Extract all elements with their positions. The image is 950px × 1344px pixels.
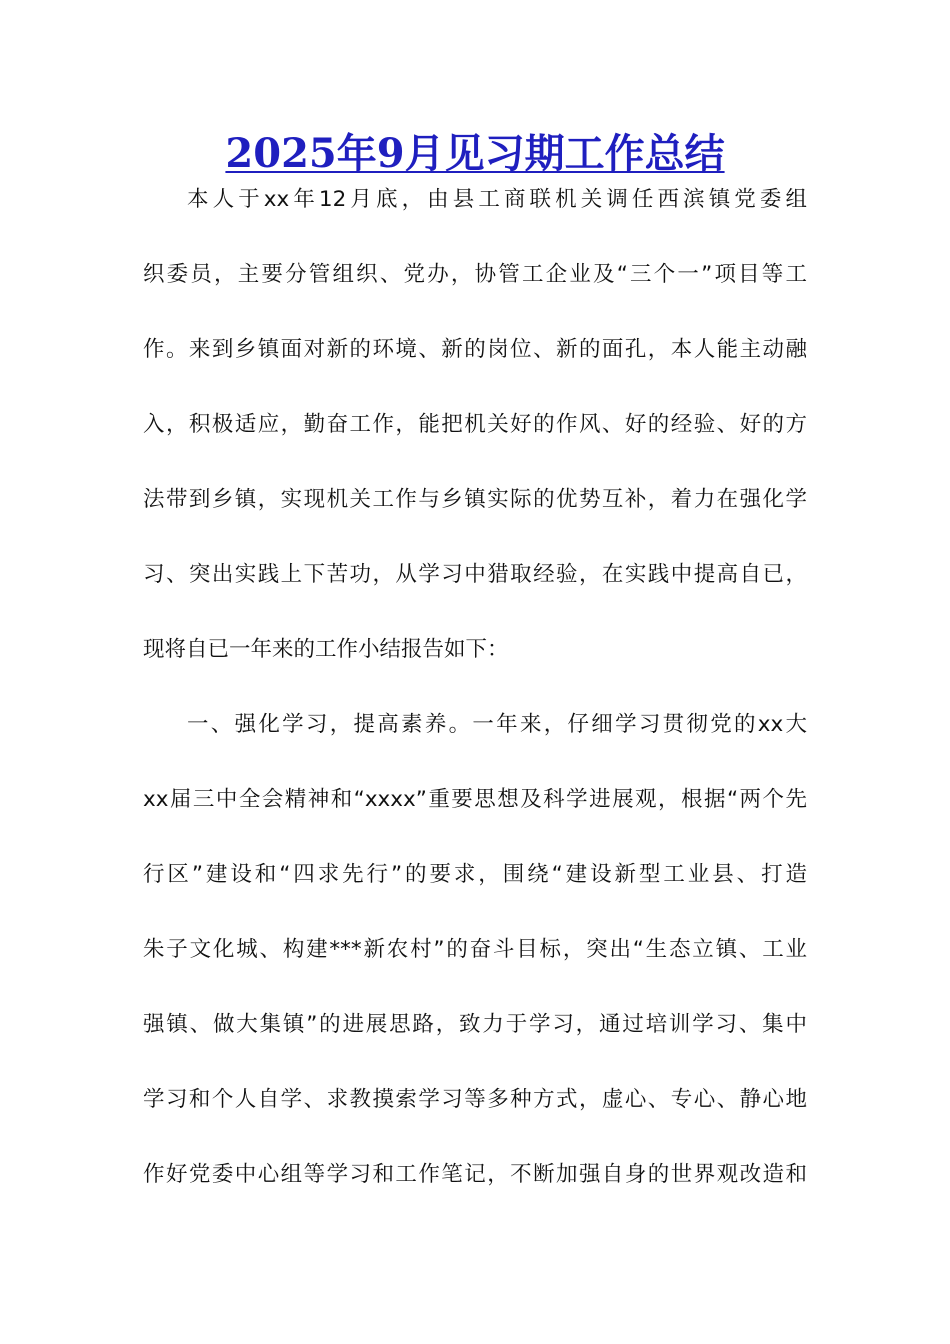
- paragraph-line: 法带到乡镇，实现机关工作与乡镇实际的优势互补，着力在强化学: [143, 487, 807, 512]
- paragraph-line: 织委员，主要分管组织、党办，协管工企业及“三个一”项目等工: [143, 262, 807, 287]
- document-title: 2025年9月见习期工作总结: [225, 130, 725, 177]
- paragraph-line: 学习和个人自学、求教摸索学习等多种方式，虚心、专心、静心地: [143, 1087, 807, 1112]
- paragraph-line: 朱子文化城、构建***新农村”的奋斗目标，突出“生态立镇、工业: [143, 937, 807, 962]
- paragraph-line: 习、突出实践上下苦功，从学习中猎取经验，在实践中提高自已，: [143, 562, 807, 587]
- paragraph-line: 作好党委中心组等学习和工作笔记，不断加强自身的世界观改造和: [143, 1162, 807, 1187]
- paragraph-line: 现将自已一年来的工作小结报告如下：: [143, 637, 509, 662]
- paragraph-line: xx届三中全会精神和“xxxx”重要思想及科学进展观，根据“两个先: [143, 787, 807, 812]
- paragraph-line: 强镇、做大集镇”的进展思路，致力于学习，通过培训学习、集中: [143, 1012, 807, 1037]
- paragraph-line: 本人于xx年12月底，由县工商联机关调任西滨镇党委组: [187, 187, 807, 212]
- paragraph-line: 作。来到乡镇面对新的环境、新的岗位、新的面孔，本人能主动融: [143, 337, 807, 362]
- paragraph-line: 入，积极适应，勤奋工作，能把机关好的作风、好的经验、好的方: [143, 412, 807, 437]
- paragraph-line: 一、强化学习，提高素养。一年来，仔细学习贯彻党的xx大: [187, 712, 807, 737]
- paragraph-line: 行区”建设和“四求先行”的要求，围绕“建设新型工业县、打造: [143, 862, 807, 887]
